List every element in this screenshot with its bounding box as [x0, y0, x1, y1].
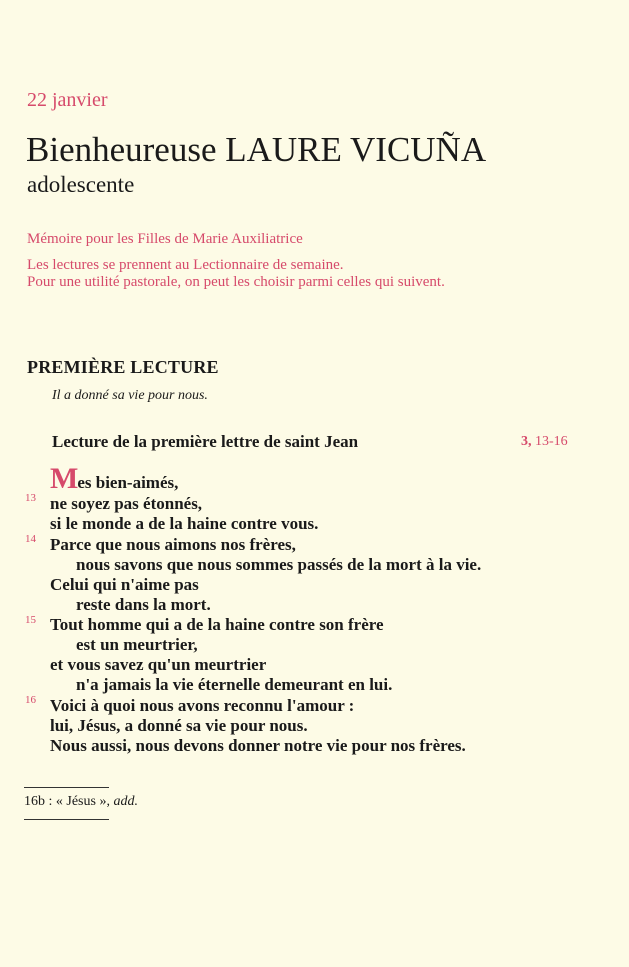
reading-line: Tout homme qui a de la haine contre son frère [50, 615, 384, 634]
lectionary-note: Les lectures se prennent au Lectionnaire de semaine. [27, 257, 344, 273]
feast-date: 22 janvier [27, 89, 108, 111]
footnote-note: add. [113, 794, 138, 809]
drop-cap: M [50, 462, 78, 495]
reading-line: ne soyez pas étonnés, [50, 494, 203, 513]
reading-line: lui, Jésus, a donné sa vie pour nous. [50, 716, 308, 735]
reading-line: n'a jamais la vie éternelle demeurant en lui. [76, 675, 393, 694]
reading-line: nous savons que nous sommes passés de la mort à la vie. [76, 555, 482, 574]
pastoral-note: Pour une utilité pastorale, on peut les choisir parmi celles qui suivent. [27, 274, 445, 290]
reading-line: Mes bien-aimés, [50, 462, 179, 495]
footnote-rule-bottom [24, 819, 109, 820]
reading-line: et vous savez qu'un meurtrier [50, 655, 267, 674]
reading-line: est un meurtrier, [76, 635, 198, 654]
footnote [24, 794, 138, 810]
verse-number: 13 [25, 492, 36, 504]
reading-subject: Il a donné sa vie pour nous. [52, 388, 208, 403]
reading-reference [521, 434, 568, 450]
reference-verses: 13-16 [535, 434, 568, 449]
footnote-rule-top [24, 787, 109, 788]
reading-line: Celui qui n'aime pas [50, 575, 199, 594]
memoire-note: Mémoire pour les Filles de Marie Auxiliatrice [27, 231, 303, 247]
footnote-ref: 16b : « Jésus », [24, 794, 110, 809]
reading-line: si le monde a de la haine contre vous. [50, 514, 319, 533]
reading-title: Lecture de la première lettre de saint Jean [52, 432, 359, 451]
reading-line: reste dans la mort. [76, 595, 211, 614]
reference-chapter: 3, [521, 434, 532, 449]
verse-number: 14 [25, 533, 36, 545]
feast-title: Bienheureuse LAURE VICUÑA [26, 130, 487, 169]
reading-line: Nous aussi, nous devons donner notre vie pour nos frères. [50, 736, 466, 755]
reading-line: Voici à quoi nous avons reconnu l'amour : [50, 696, 355, 715]
feast-subtitle: adolescente [27, 172, 135, 197]
reading-line: Parce que nous aimons nos frères, [50, 535, 296, 554]
verse-number: 16 [25, 694, 36, 706]
section-heading: PREMIÈRE LECTURE [27, 357, 219, 377]
verse-number: 15 [25, 614, 36, 626]
